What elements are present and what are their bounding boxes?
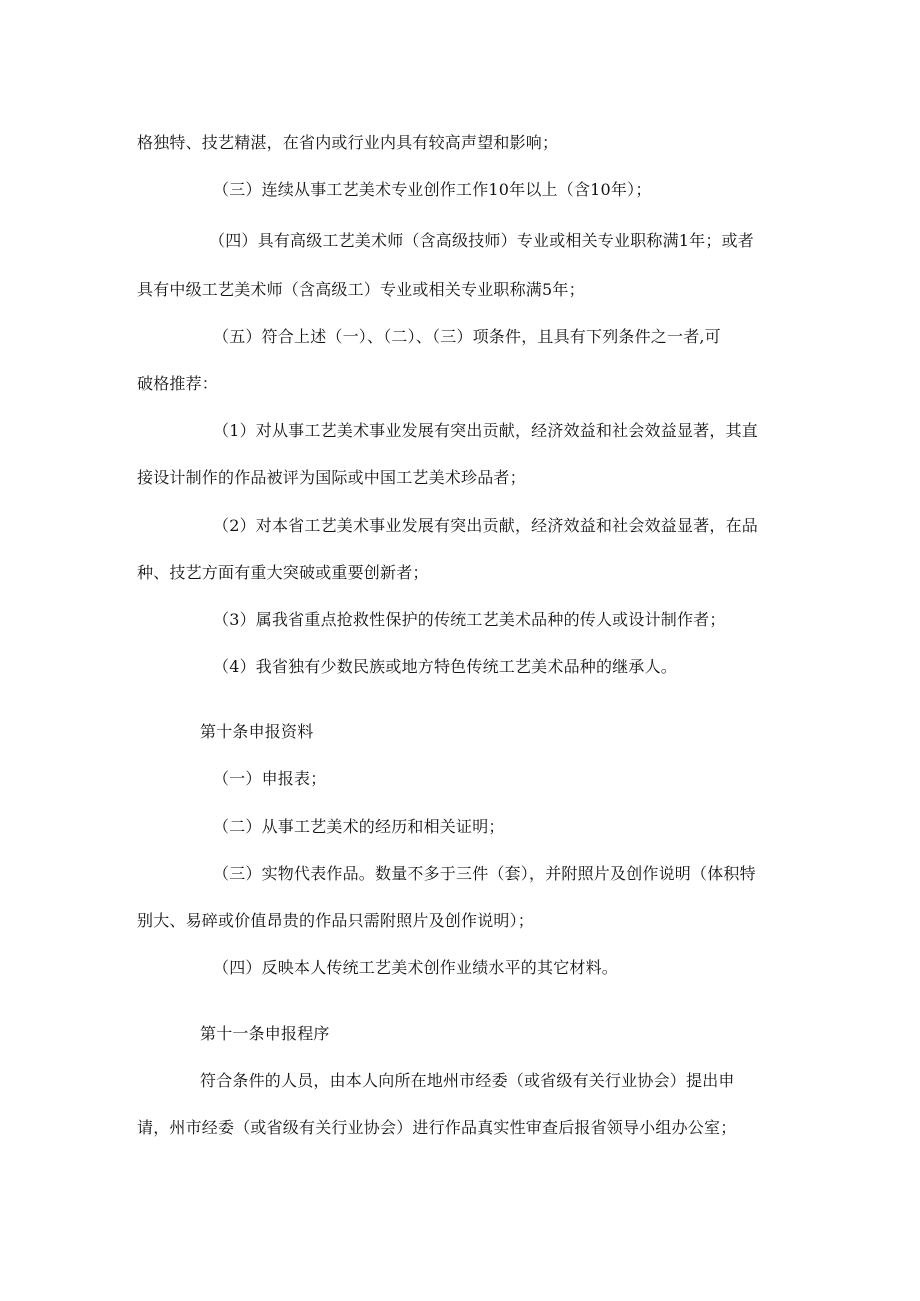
text-line: 接设计制作的作品被评为国际或中国工艺美术珍品者； [137,468,526,487]
text-line: （四）具有高级工艺美术师（含高级技师）专业或相关专业职称满1年；或者 [209,231,754,250]
text-line: （三）连续从事工艺美术专业创作工作10年以上（含10年）； [213,180,652,199]
text-line: （五）符合上述（一）、（二）、（三）项条件，且具有下列条件之一者,可 [213,327,721,346]
text-line: 请，州市经委（或省级有关行业协会）进行作品真实性审查后报省领导小组办公室； [137,1118,737,1137]
text-line: 符合条件的人员，由本人向所在地州市经委（或省级有关行业协会）提出申 [200,1071,735,1090]
text-line: （四）反映本人传统工艺美术创作业绩水平的其它材料。 [213,958,619,977]
text-line: 格独特、技艺精湛，在省内或行业内具有较高声望和影响； [137,133,559,152]
section-heading: 第十条申报资料 [200,722,314,741]
text-line: 破格推荐： [137,374,219,393]
text-line: （一）申报表； [213,769,327,788]
text-line: 具有中级工艺美术师（含高级工）专业或相关专业职称满5年； [137,280,585,299]
text-line: （4）我省独有少数民族或地方特色传统工艺美术品种的继承人。 [213,657,677,676]
text-line: 别大、易碎或价值昂贵的作品只需附照片及创作说明）； [137,911,535,930]
text-line: （二）从事工艺美术的经历和相关证明； [213,817,505,836]
section-heading: 第十一条申报程序 [200,1024,330,1043]
text-line: （三）实物代表作品。数量不多于三件（套），并附照片及创作说明（体积特 [213,864,756,883]
text-line: （1）对从事工艺美术事业发展有突出贡献，经济效益和社会效益显著，其直 [213,421,758,440]
text-line: （2）对本省工艺美术事业发展有突出贡献，经济效益和社会效益显著，在品 [213,516,758,535]
text-line: 种、技艺方面有重大突破或重要创新者； [137,563,429,582]
text-line: （3）属我省重点抢救性保护的传统工艺美术品种的传人或设计制作者； [213,610,726,629]
